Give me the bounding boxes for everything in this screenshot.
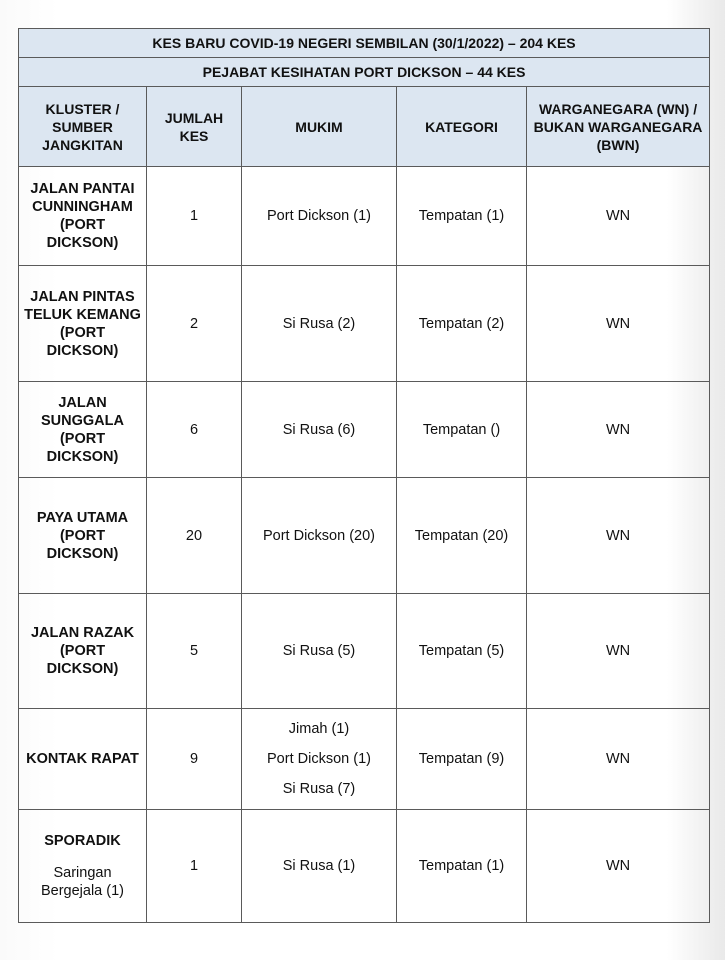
cluster-cell: [19, 167, 147, 266]
kategori-cell: Tempatan (5): [397, 594, 527, 709]
mukim-entry: Port Dickson (1): [267, 208, 371, 224]
cluster-name: JALAN PANTAI CUNNINGHAM (PORT DICKSON): [30, 181, 135, 251]
table-row: [19, 810, 710, 923]
header-cluster: KLUSTER / SUMBER JANGKITAN: [19, 87, 147, 167]
title-row: [19, 29, 710, 58]
cluster-cell: [19, 594, 147, 709]
mukim-cell: [242, 167, 397, 266]
kategori-cell: Tempatan (9): [397, 709, 527, 810]
table-subtitle: PEJABAT KESIHATAN PORT DICKSON – 44 KES: [19, 58, 710, 87]
mukim-cell: [242, 478, 397, 594]
mukim-cell: [242, 709, 397, 810]
table-row: [19, 266, 710, 382]
citizenship-cell: WN: [527, 478, 710, 594]
cluster-name: SPORADIK: [44, 833, 121, 849]
table-title: KES BARU COVID-19 NEGERI SEMBILAN (30/1/2022) – 204 KES: [19, 29, 710, 58]
kategori-cell: Tempatan (1): [397, 167, 527, 266]
citizenship-cell: WN: [527, 266, 710, 382]
citizenship-cell: WN: [527, 810, 710, 923]
mukim-entry: Port Dickson (1): [267, 751, 371, 767]
cluster-name: PAYA UTAMA (PORT DICKSON): [36, 509, 129, 562]
covid-cases-table: [18, 28, 710, 923]
cluster-subtext: Saringan Bergejala (1): [40, 865, 124, 899]
citizenship-cell: WN: [527, 594, 710, 709]
header-count: JUMLAH KES: [147, 87, 242, 167]
kategori-cell: Tempatan (1): [397, 810, 527, 923]
mukim-cell: [242, 594, 397, 709]
table-row: [19, 478, 710, 594]
cluster-cell: [19, 382, 147, 478]
kategori-cell: Tempatan (20): [397, 478, 527, 594]
count-cell: 1: [147, 810, 242, 923]
cluster-cell: [19, 478, 147, 594]
mukim-entry: Port Dickson (20): [262, 527, 375, 544]
mukim-cell: [242, 810, 397, 923]
table-row: [19, 709, 710, 810]
subtitle-row: [19, 58, 710, 87]
kategori-cell: Tempatan (): [397, 382, 527, 478]
count-cell: 20: [147, 478, 242, 594]
mukim-entry: Jimah (1): [288, 721, 350, 737]
citizenship-cell: WN: [527, 167, 710, 266]
mukim-entry: Si Rusa (1): [282, 858, 356, 874]
count-cell: 1: [147, 167, 242, 266]
cluster-name: JALAN SUNGGALA (PORT DICKSON): [41, 394, 124, 465]
header-citizenship: WARGANEGARA (WN) / BUKAN WARGANEGARA (BWN): [527, 87, 710, 167]
table-body: [19, 167, 710, 923]
cluster-name: JALAN PINTAS TELUK KEMANG (PORT DICKSON): [24, 288, 141, 359]
mukim-entry: Si Rusa (5): [282, 643, 356, 659]
count-cell: 6: [147, 382, 242, 478]
table-row: [19, 382, 710, 478]
cluster-cell: [19, 709, 147, 810]
table-row: [19, 594, 710, 709]
header-kategori: KATEGORI: [397, 87, 527, 167]
cluster-cell: [19, 266, 147, 382]
kategori-cell: Tempatan (2): [397, 266, 527, 382]
mukim-entry: Si Rusa (6): [282, 421, 356, 438]
cluster-name: JALAN RAZAK (PORT DICKSON): [30, 625, 135, 677]
cluster-name: KONTAK RAPAT: [26, 751, 139, 767]
mukim-cell: [242, 382, 397, 478]
mukim-entry: Si Rusa (7): [282, 781, 356, 797]
mukim-entry: Si Rusa (2): [282, 315, 356, 332]
count-cell: 2: [147, 266, 242, 382]
header-mukim: MUKIM: [242, 87, 397, 167]
citizenship-cell: WN: [527, 709, 710, 810]
table-row: [19, 167, 710, 266]
mukim-cell: [242, 266, 397, 382]
cluster-cell: [19, 810, 147, 923]
header-row: [19, 87, 710, 167]
citizenship-cell: WN: [527, 382, 710, 478]
count-cell: 9: [147, 709, 242, 810]
count-cell: 5: [147, 594, 242, 709]
